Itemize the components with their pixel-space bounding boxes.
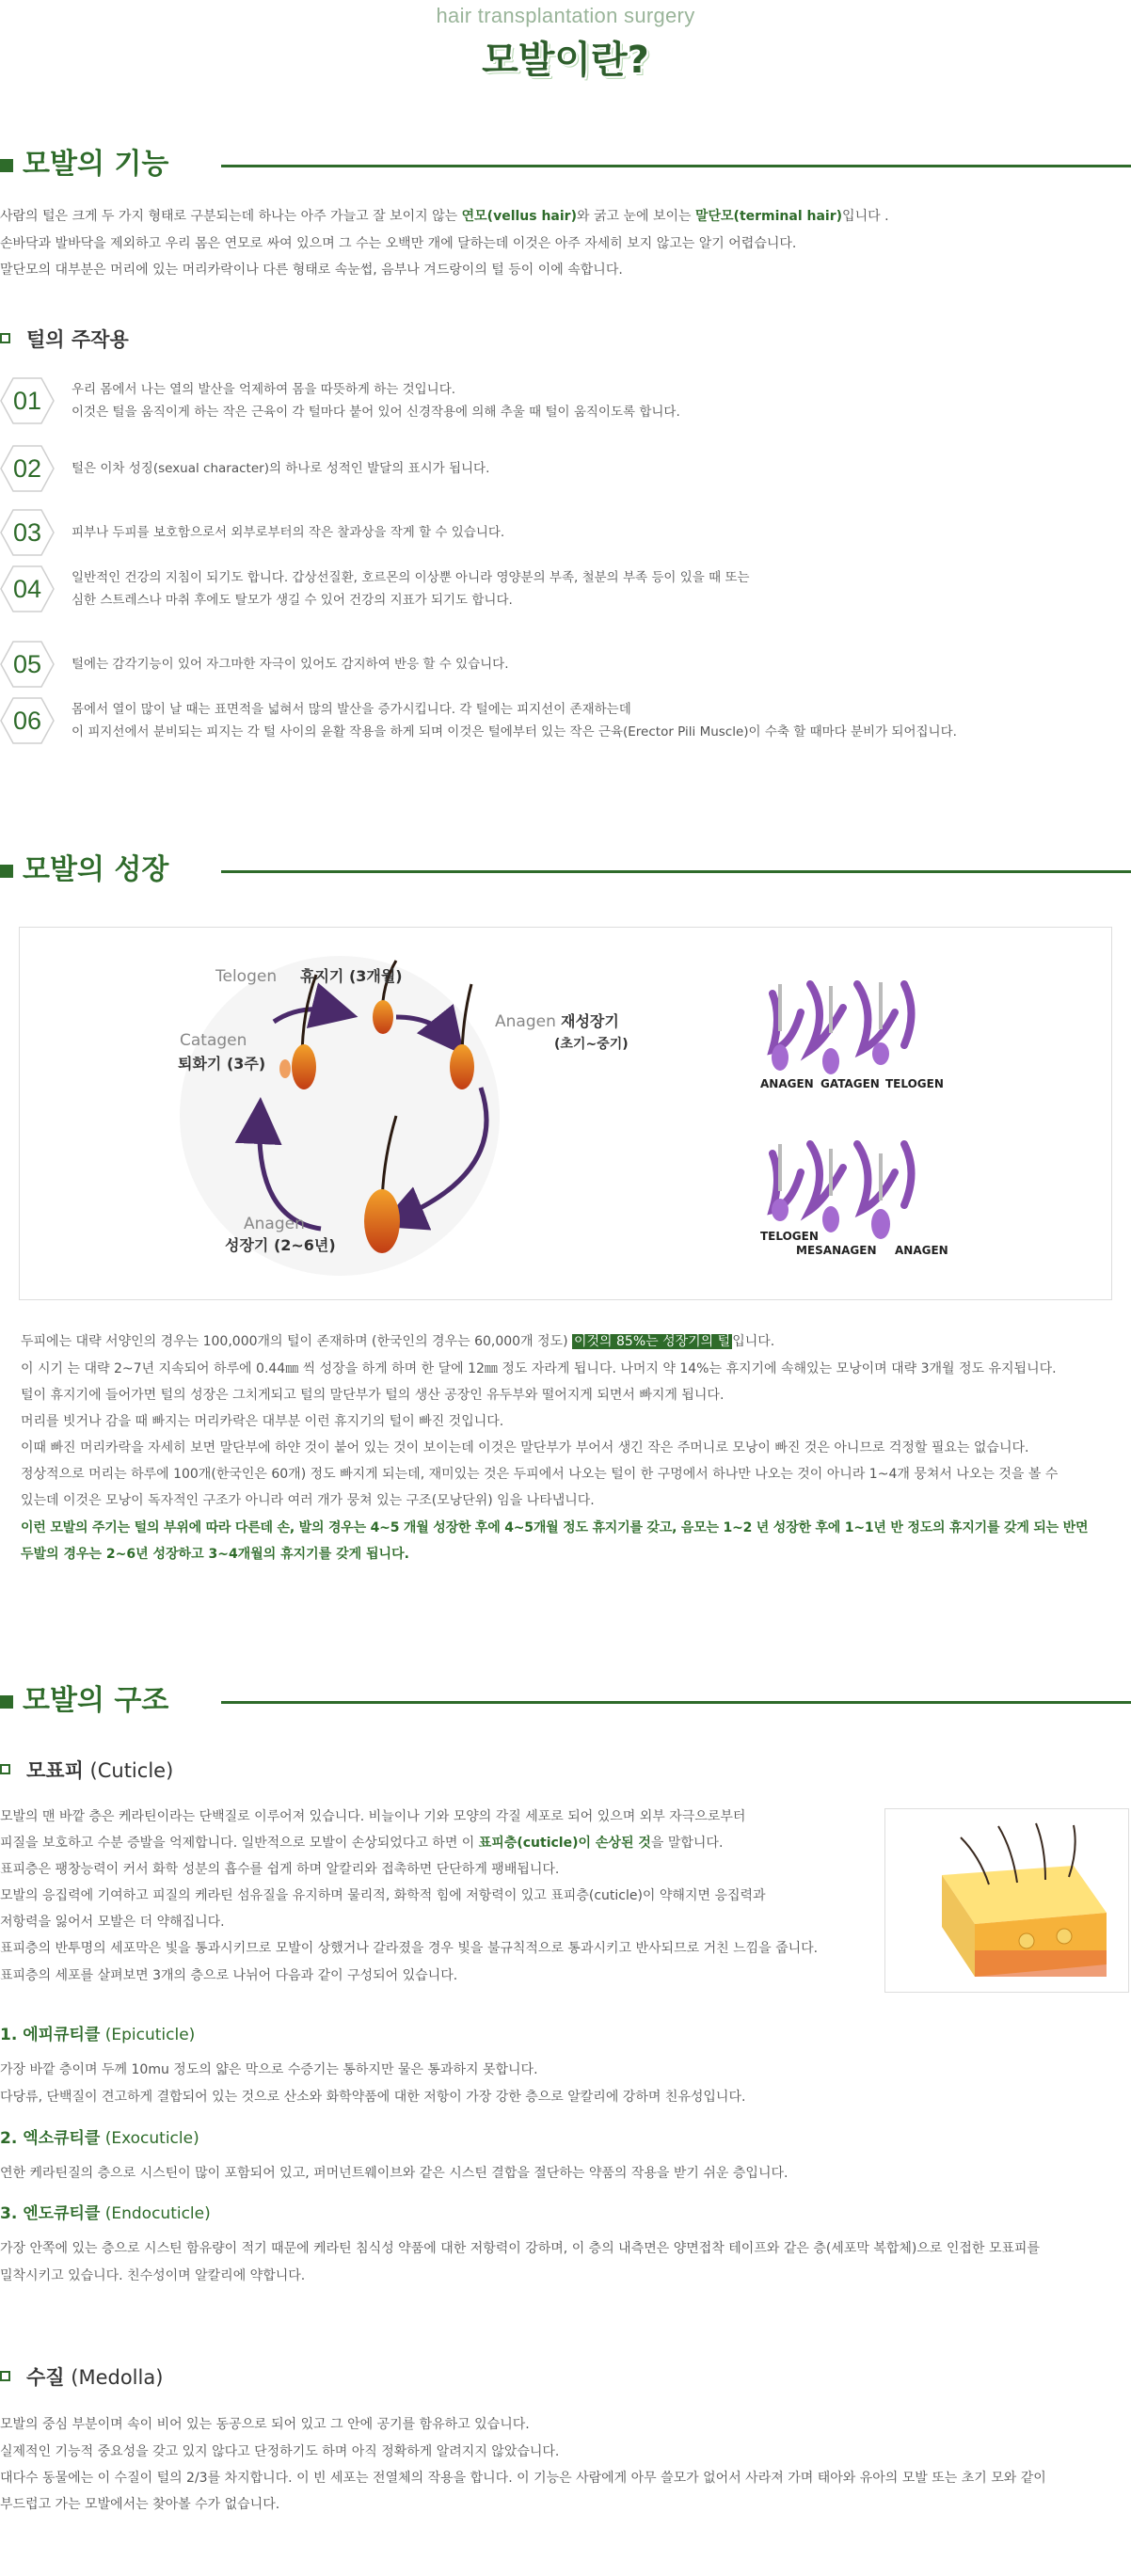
growth-para-7: 있는데 이것은 모낭이 독자적인 구조가 아니라 여러 개가 뭉쳐 있는 구조(모낭단위) 임을 나타냅니다. — [21, 1493, 595, 1508]
sub-heading-roles — [0, 326, 565, 354]
cuticle-line-7: 표피층의 세포를 살펴보면 3개의 층으로 나뉘어 다음과 같이 구성되어 있습니다. — [0, 1968, 458, 1983]
layer-text: 가장 안쪽에 있는 층으로 시스틴 함유량이 적기 때문에 케라틴 침식성 약품에 대한 저항력이 강하며, 이 층의 내측면은 양면접착 테이프와 같은 층(세포막 복합체)으로 인접한 모표피를 — [0, 2241, 1040, 2256]
section-divider — [221, 165, 1131, 167]
intro-text: 입니다 . — [842, 209, 889, 224]
role-item — [0, 696, 1131, 749]
intro-text: 사람의 털은 크게 두 가지 형태로 구분되는데 하나는 아주 가늘고 잘 보이지 않는 — [0, 209, 462, 224]
role-item — [0, 640, 1131, 692]
term-vellus: 연모(vellus hair) — [461, 209, 577, 224]
follicle-label: TELOGEN — [760, 1230, 819, 1243]
cuticle-title-ko: 모표피 — [26, 1759, 84, 1782]
growth-para-4: 머리를 빗거나 감을 때 빠지는 머리카락은 대부분 이런 휴지기의 털이 빠진 것입니다. — [21, 1414, 504, 1429]
hair-cycle-diagram — [20, 928, 1111, 1299]
section-title: 모발의 성장 — [23, 853, 169, 886]
skin-cross-section-image — [884, 1808, 1129, 1993]
section-title: 모발의 구조 — [23, 1684, 169, 1717]
layer-text: 밀착시키고 있습니다. 친수성이며 알칼리에 약합니다. — [0, 2268, 306, 2283]
growth-text: 입니다. — [732, 1334, 775, 1349]
page-kicker: hair transplantation surgery — [436, 4, 695, 27]
layer-title — [0, 2124, 1131, 2153]
section-function-heading — [0, 146, 1131, 183]
hexagon-number-icon — [0, 564, 55, 613]
role-text: 일반적인 건강의 지침이 되기도 합니다. 갑상선질환, 호르몬의 이상뿐 아니라 영양분의 부족, 철분의 부족 등이 있을 때 또는 — [72, 570, 750, 585]
hexagon-number-icon — [0, 376, 55, 425]
role-text: 털은 이차 성징(sexual character)의 하나로 성적인 발달의 표시가 됩니다. — [72, 461, 490, 476]
section-structure-heading — [0, 1682, 1131, 1720]
role-number: 06 — [12, 707, 42, 735]
label-catagen-ko: 퇴화기 (3주) — [178, 1055, 266, 1073]
label-anagen-top-ko: 재성장기 — [561, 1012, 619, 1030]
growth-text: 두피에는 대략 서양인의 경우는 100,000개의 털이 존재하며 (한국인의 경우는 60,000개 정도) — [21, 1334, 572, 1349]
intro-text: 와 굵고 눈에 보이는 — [576, 209, 695, 224]
role-number: 02 — [12, 454, 42, 483]
growth-para-6: 정상적으로 머리는 하루에 100개(한국인은 60개) 정도 빠지게 되는데, 재미있는 것은 두피에서 나오는 털이 한 구멍에서 하나만 나오는 것이 아니라 1~4개 뭉쳐서 나오는 것을 볼 수 — [21, 1467, 1059, 1482]
intro-line-2: 손바닥과 발바닥을 제외하고 우리 몸은 연모로 싸여 있으며 그 수는 오백만 개에 달하는데 이것은 아주 자세히 보지 않고는 알기 어렵습니다. — [0, 236, 797, 251]
cuticle-layer-block — [0, 2021, 1131, 2111]
layer-title-ko: 2. 엑소큐티클 — [0, 2129, 101, 2148]
outline-square-icon — [0, 1764, 10, 1774]
cuticle-layer-block — [0, 2200, 1131, 2290]
layer-text: 연한 케라틴질의 층으로 시스틴이 많이 포함되어 있고, 퍼머넌트웨이브와 같은 시스틴 결합을 절단하는 약품의 작용을 받기 쉬운 층입니다. — [0, 2166, 789, 2181]
layer-title — [0, 2021, 1131, 2049]
page-title-wrap — [0, 32, 1131, 88]
cuticle-text: 피질을 보호하고 수분 증발을 억제합니다. 일반적으로 모발이 손상되었다고 하면 이 — [0, 1836, 479, 1851]
follicle-label: TELOGEN — [885, 1077, 944, 1090]
follicle-label: ANAGEN — [895, 1244, 948, 1257]
section-growth-heading — [0, 851, 1131, 889]
sub-heading-text: 털의 주작용 — [26, 328, 129, 351]
highlight-85-percent: 이것의 85%는 성장기의 털 — [574, 1334, 731, 1349]
role-number: 01 — [12, 387, 42, 415]
follicle-label: GATAGEN — [820, 1077, 880, 1090]
layer-title — [0, 2200, 1131, 2228]
growth-para-1 — [21, 1328, 1122, 1356]
term-terminal: 말단모(terminal hair) — [694, 209, 843, 224]
role-text: 이 피지선에서 분비되는 피지는 각 털 사이의 윤활 작용을 하게 되며 이것은 털에부터 있는 작은 근육(Erector Pili Muscle)이 수축 할 때마다 분비가 되어집니다. — [72, 724, 957, 739]
hexagon-number-icon — [0, 508, 55, 557]
label-anagen-bottom-ko: 성장기 (2~6년) — [225, 1236, 336, 1254]
hexagon-number-icon — [0, 696, 55, 745]
intro-line-3: 말단모의 대부분은 머리에 있는 머리카락이나 다른 형태로 속눈썹, 음부나 겨드랑이의 털 등이 이에 속합니다. — [0, 262, 623, 278]
cuticle-title-en: (Cuticle) — [83, 1759, 174, 1782]
layer-title-en: (Epicuticle) — [100, 2026, 196, 2044]
cuticle-line-4: 모발의 응집력에 기여하고 피질의 케라틴 섬유질을 유지하며 물리적, 화학적 힘에 저항력이 있고 표피층(cuticle)이 약해지면 응집력과 — [0, 1888, 766, 1903]
growth-para-3: 털이 휴지기에 들어가면 털의 성장은 그치게되고 털의 말단부가 털의 생산 공장인 유두부와 떨어지게 되면서 빠지게 됩니다. — [21, 1388, 725, 1403]
outline-square-icon — [0, 333, 10, 343]
label-anagen-bottom-en: Anagen — [244, 1215, 305, 1233]
cuticle-text: 을 말합니다. — [650, 1836, 724, 1851]
role-number: 05 — [12, 650, 42, 678]
label-anagen-top-sub: (초기~중기) — [554, 1037, 629, 1052]
intro-line-1 — [0, 203, 1131, 231]
layer-title-ko: 1. 에피큐티클 — [0, 2026, 101, 2044]
growth-para-5: 이때 빠진 머리카락을 자세히 보면 말단부에 하얀 것이 붙어 있는 것이 보이는데 이것은 말단부가 부어서 생긴 작은 주머니로 모낭이 빠진 것은 아니므로 걱정할 필요는 없습니다. — [21, 1440, 1029, 1455]
role-text: 이것은 털을 움직이게 하는 작은 근육이 각 털마다 붙어 있어 신경작용에 의해 추울 때 털이 움직이도록 합니다. — [72, 405, 680, 420]
section-divider — [221, 1701, 1131, 1704]
role-item — [0, 444, 1131, 497]
role-number: 03 — [12, 518, 42, 547]
sub-heading-cuticle — [0, 1757, 565, 1785]
layer-title-ko: 3. 엔도큐티클 — [0, 2204, 101, 2223]
skin-layers-icon — [885, 1809, 1128, 1992]
section-divider — [221, 870, 1131, 873]
medulla-line-2: 실제적인 기능적 중요성을 갖고 있지 않다고 단정하기도 하며 아직 정확하게 알려지지 않았습니다. — [0, 2444, 560, 2459]
follicle-label: ANAGEN — [760, 1077, 814, 1090]
cuticle-line-6: 표피층의 반투명의 세포막은 빛을 통과시키므로 모발이 상했거나 갈라졌을 경우 빛을 불규칙적으로 통과시키고 반사되므로 거친 느낌을 줍니다. — [0, 1941, 819, 1956]
role-text: 피부나 두피를 보호함으로서 외부로부터의 작은 찰과상을 작게 할 수 있습니다. — [72, 525, 505, 540]
square-bullet-icon — [0, 865, 13, 878]
page-title: 모발이란? — [482, 39, 649, 82]
growth-bold-1: 이런 모발의 주기는 털의 부위에 따라 다른데 손, 발의 경우는 4~5 개월 성장한 후에 4~5개월 정도 휴지기를 갖고, 음모는 1~2 년 성장한 후에 1~1년 반 정도의 휴지기를 갖게 되는 반면 — [21, 1520, 1089, 1535]
hair-cycle-figure — [19, 927, 1112, 1300]
label-anagen-top-en: Anagen — [495, 1012, 556, 1031]
growth-para-2: 이 시기 는 대략 2~7년 지속되어 하루에 0.44㎜ 씩 성장을 하게 하며 한 달에 12㎜ 정도 자라게 됩니다. 나머지 약 14%는 휴지기에 속해있는 모낭이며 대략 3개월 정도 유지됩니다. — [21, 1361, 1057, 1376]
medulla-title-en: (Medolla) — [64, 2366, 164, 2389]
layer-text: 가장 바깥 층이며 두께 10mu 정도의 얇은 막으로 수증기는 통하지만 물은 통과하지 못합니다. — [0, 2062, 538, 2077]
medulla-title-ko: 수질 — [26, 2366, 65, 2389]
layer-title-en: (Endocuticle) — [100, 2204, 211, 2223]
layer-title-en: (Exocuticle) — [100, 2129, 199, 2148]
role-text: 우리 몸에서 나는 열의 발산을 억제하여 몸을 따뜻하게 하는 것입니다. — [72, 382, 456, 397]
growth-bold-2: 두발의 경우는 2~6년 성장하고 3~4개월의 휴지기를 갖게 됩니다. — [21, 1547, 409, 1562]
square-bullet-icon — [0, 1695, 13, 1709]
hexagon-number-icon — [0, 640, 55, 689]
layer-text: 다당류, 단백질이 견고하게 결합되어 있는 것으로 산소와 화학약품에 대한 저항이 가장 강한 층으로 알칼리에 강하며 친유성입니다. — [0, 2090, 746, 2105]
sub-heading-medulla — [0, 2363, 565, 2392]
cuticle-layer-block — [0, 2124, 1131, 2187]
follicle-label: MESANAGEN — [796, 1244, 877, 1257]
square-bullet-icon — [0, 159, 13, 172]
medulla-line-3: 대다수 동물에는 이 수질이 털의 2/3를 차지합니다. 이 빈 세포는 전열체의 작용을 합니다. 이 기능은 사람에게 아무 쓸모가 없어서 사라져 가며 태아와 유아의 모발 또는 초기 모와 같이 — [0, 2471, 1046, 2486]
role-item — [0, 376, 1131, 429]
role-text: 몸에서 열이 많이 날 때는 표면적을 넓혀서 많의 발산을 증가시킵니다. 각 털에는 피지선이 존재하는데 — [72, 702, 631, 717]
cuticle-line-3: 표피층은 팽창능력이 커서 화학 성분의 흡수를 쉽게 하며 알칼리와 접촉하면 단단하게 팽배됩니다. — [0, 1862, 560, 1877]
hexagon-number-icon — [0, 444, 55, 493]
label-catagen-en: Catagen — [180, 1031, 247, 1050]
cuticle-damage-emphasis: 표피층(cuticle)이 손상된 것 — [478, 1836, 651, 1851]
cuticle-line-5: 저항력을 잃어서 모발은 더 약해집니다. — [0, 1915, 225, 1930]
follicle-set-top-icon — [772, 982, 912, 1074]
medulla-line-1: 모발의 중심 부분이며 속이 비어 있는 동공으로 되어 있고 그 안에 공기를 함유하고 있습니다. — [0, 2417, 530, 2432]
cuticle-line-1: 모발의 맨 바깥 층은 케라틴이라는 단백질로 이루어져 있습니다. 비늘이나 기와 모양의 각질 세포로 되어 있으며 외부 자극으로부터 — [0, 1809, 746, 1824]
role-text: 심한 스트레스나 마취 후에도 탈모가 생길 수 있어 건강의 지표가 되기도 합니다. — [72, 593, 513, 608]
label-telogen-ko: 휴지기 (3개월) — [300, 967, 403, 985]
follicle-set-bottom-icon — [772, 1144, 912, 1239]
outline-square-icon — [0, 2371, 10, 2381]
role-item — [0, 508, 1131, 561]
role-item — [0, 564, 1131, 617]
role-number: 04 — [12, 575, 42, 603]
medulla-line-4: 부드럽고 가는 모발에서는 찾아볼 수가 없습니다. — [0, 2497, 280, 2512]
section-title: 모발의 기능 — [23, 148, 169, 181]
role-text: 털에는 감각기능이 있어 자그마한 자극이 있어도 감지하여 반응 할 수 있습니다. — [72, 657, 509, 672]
label-telogen-en: Telogen — [215, 967, 278, 986]
